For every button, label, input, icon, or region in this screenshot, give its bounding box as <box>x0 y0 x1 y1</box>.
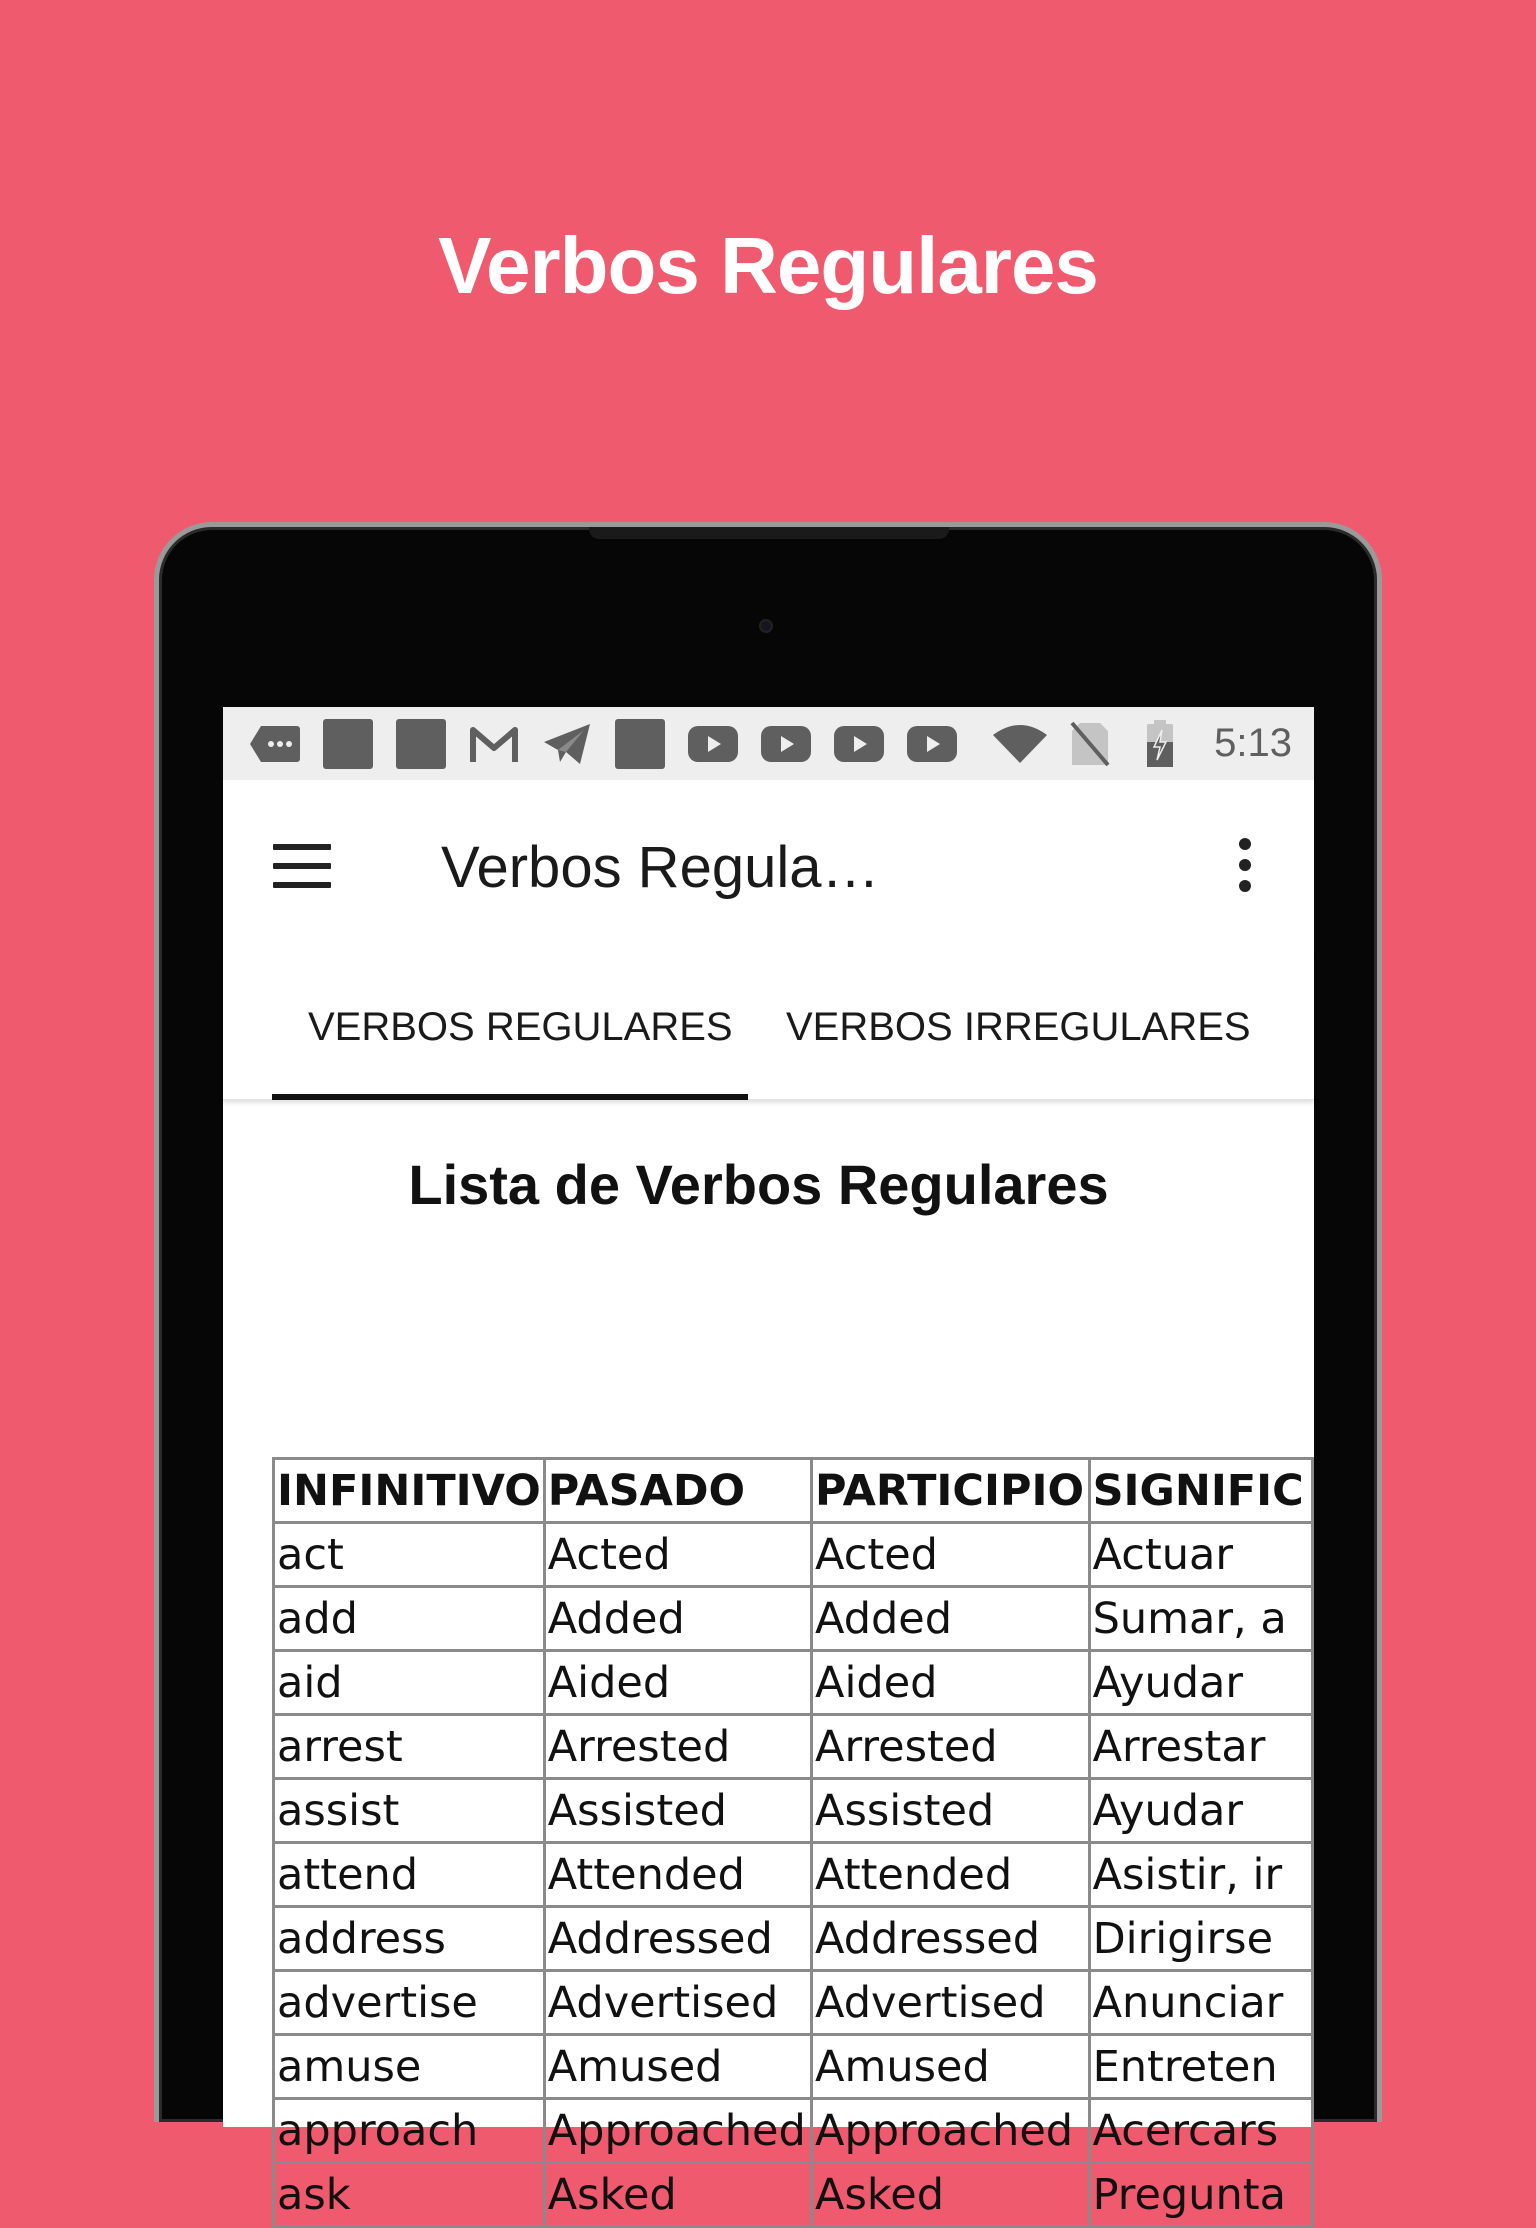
table-row <box>274 1843 1313 1907</box>
table-row <box>274 1971 1313 2035</box>
gmail-icon <box>468 721 520 767</box>
youtube-icon <box>687 721 739 767</box>
status-bar <box>223 707 1314 780</box>
promo-title: Verbos Regulares <box>438 221 1098 310</box>
system-icons <box>994 721 1292 767</box>
table-row <box>274 1715 1313 1779</box>
table-cell: Added <box>812 1587 1090 1651</box>
table-row <box>274 2163 1313 2227</box>
table-cell: assist <box>274 1779 545 1843</box>
app-square-icon <box>395 721 447 767</box>
table-cell: Approached <box>812 2099 1090 2163</box>
tab-selected-indicator <box>272 1094 748 1100</box>
table-cell: Advertised <box>812 1971 1090 2035</box>
table-row <box>274 1907 1313 1971</box>
table-row <box>274 2035 1313 2099</box>
notification-icons <box>249 721 958 767</box>
table-cell: Attended <box>544 1843 811 1907</box>
verbs-table <box>272 1457 1314 2228</box>
table-cell: Addressed <box>544 1907 811 1971</box>
telegram-icon <box>541 721 593 767</box>
tab-bar <box>223 955 1314 1100</box>
table-cell: Sumar, a <box>1089 1587 1312 1651</box>
table-cell: Asked <box>812 2163 1090 2227</box>
tab-verbos-regulares[interactable]: VERBOS REGULARES <box>308 1005 733 1049</box>
no-sim-icon <box>1064 721 1116 767</box>
table-cell: Acted <box>544 1523 811 1587</box>
table-row <box>274 1523 1313 1587</box>
table-body <box>274 1523 1313 2227</box>
table-cell: attend <box>274 1843 545 1907</box>
more-options-icon[interactable] <box>1235 838 1255 894</box>
table-cell: Pregunta <box>1089 2163 1312 2227</box>
hamburger-menu-icon[interactable] <box>273 844 331 888</box>
table-cell: Arrestar <box>1089 1715 1312 1779</box>
table-cell: Arrested <box>812 1715 1090 1779</box>
column-header-infinitivo: INFINITIVO <box>274 1459 545 1523</box>
battery-charging-icon <box>1134 721 1186 767</box>
table-cell: Asked <box>544 2163 811 2227</box>
table-row <box>274 1779 1313 1843</box>
table-cell: arrest <box>274 1715 545 1779</box>
table-cell: Amused <box>544 2035 811 2099</box>
table-row <box>274 1587 1313 1651</box>
table-cell: ask <box>274 2163 545 2227</box>
table-header-row <box>274 1459 1313 1523</box>
table-cell: Assisted <box>544 1779 811 1843</box>
content-heading: Lista de Verbos Regulares <box>408 1153 1109 1216</box>
table-cell: add <box>274 1587 545 1651</box>
table-cell: Addressed <box>812 1907 1090 1971</box>
table-cell: Acted <box>812 1523 1090 1587</box>
app-square-icon <box>322 721 374 767</box>
table-cell: Assisted <box>812 1779 1090 1843</box>
table-cell: Acercars <box>1089 2099 1312 2163</box>
app-title: Verbos Regula… <box>441 835 880 900</box>
table-cell: Aided <box>544 1651 811 1715</box>
table-cell: Added <box>544 1587 811 1651</box>
column-header-participio: PARTICIPIO <box>812 1459 1090 1523</box>
table-cell: approach <box>274 2099 545 2163</box>
table-cell: amuse <box>274 2035 545 2099</box>
table-cell: Aided <box>812 1651 1090 1715</box>
table-cell: Ayudar <box>1089 1651 1312 1715</box>
table-cell: Actuar <box>1089 1523 1312 1587</box>
app-bar <box>223 780 1314 955</box>
table-row <box>274 2099 1313 2163</box>
table-cell: address <box>274 1907 545 1971</box>
table-cell: Ayudar <box>1089 1779 1312 1843</box>
app-square-icon <box>614 721 666 767</box>
table-cell: advertise <box>274 1971 545 2035</box>
youtube-icon <box>760 721 812 767</box>
table-cell: Advertised <box>544 1971 811 2035</box>
table-cell: Entreten <box>1089 2035 1312 2099</box>
table-cell: aid <box>274 1651 545 1715</box>
tablet-notch <box>589 527 949 539</box>
table-cell: Amused <box>812 2035 1090 2099</box>
table-cell: Asistir, ir <box>1089 1843 1312 1907</box>
notification-dots-icon <box>249 721 301 767</box>
camera-icon <box>759 619 773 633</box>
wifi-icon <box>994 721 1046 767</box>
table-cell: Approached <box>544 2099 811 2163</box>
tab-verbos-irregulares[interactable]: VERBOS IRREGULARES <box>786 1005 1251 1049</box>
youtube-icon <box>833 721 885 767</box>
device-screen <box>223 707 1314 2220</box>
table-cell: Anunciar <box>1089 1971 1312 2035</box>
table-row <box>274 1651 1313 1715</box>
table-cell: Attended <box>812 1843 1090 1907</box>
tablet-frame <box>154 522 1382 2220</box>
column-header-significado: SIGNIFIC <box>1089 1459 1312 1523</box>
youtube-icon <box>906 721 958 767</box>
table-cell: Dirigirse <box>1089 1907 1312 1971</box>
status-time: 5:13 <box>1214 721 1292 765</box>
column-header-pasado: PASADO <box>544 1459 811 1523</box>
table-cell: act <box>274 1523 545 1587</box>
table-cell: Arrested <box>544 1715 811 1779</box>
